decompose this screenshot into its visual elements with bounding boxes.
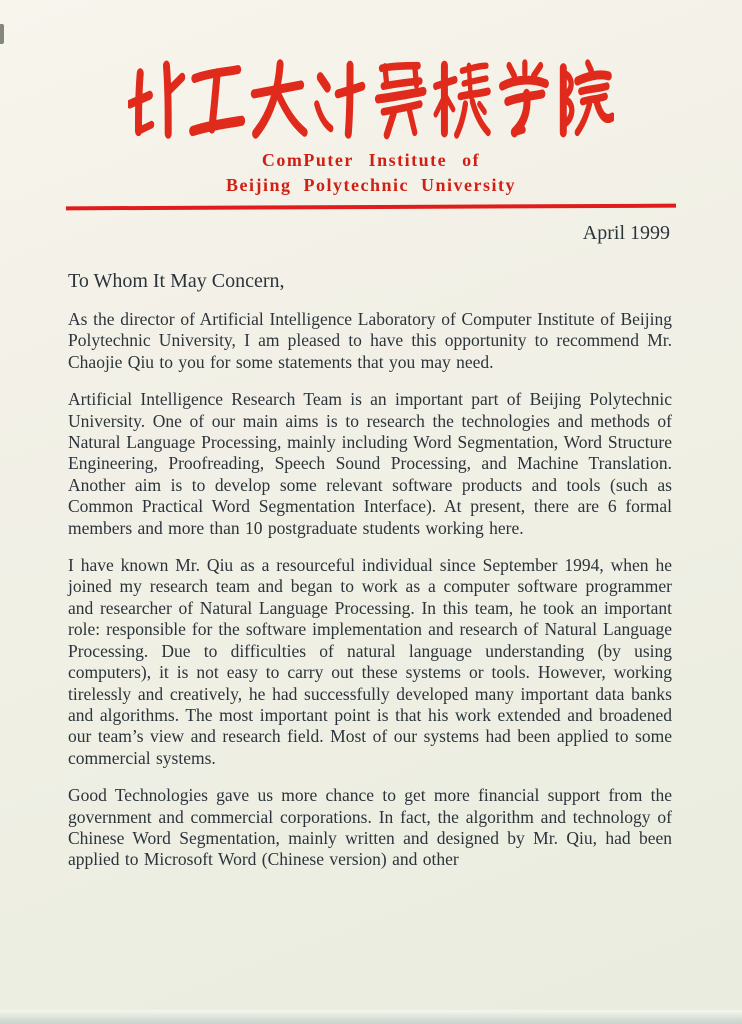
letterhead xyxy=(0,0,742,209)
calligraphy-title xyxy=(128,58,614,140)
letterhead-divider-rule xyxy=(66,204,676,211)
institute-name-line1: ComPuter Institute of xyxy=(261,150,481,170)
salutation: To Whom It May Concern, xyxy=(68,270,285,292)
letter-paragraph-4: Good Technologies gave us more chance to get more financial support from the government and commercial corporations. In fact, the algorithm and technology of Chinese Word Segmentation, mainly written and designed by Mr. Qiu, had been applied to Microsoft Word (Chinese version) and other xyxy=(68,785,672,870)
letter-paragraph-1: As the director of Artificial Intelligence Laboratory of Computer Institute of Beijing Polytechnic University, I am pleased to have this opportunity to recommend Mr. Chaojie Qiu to you for some statements that you may need. xyxy=(68,309,672,372)
institute-name-line2: Beijing Polytechnic University xyxy=(226,175,516,195)
letter-paragraph-3: I have known Mr. Qiu as a resourceful individual since September 1994, when he joined my research team and began to work as a computer software programmer and researcher of Natural Language Processing. In this team, he took an important role: responsible for the software implementation and research of Natural Language Processing. Due to difficulties of natural language understanding (by using computers), it is not easy to carry out these systems or tools. However, working tirelessly and creatively, he had successfully developed many important data banks and algorithms. The most important point is that his work extended and broadened our team’s view and research field. Most of our systems had been applied to some commercial systems. xyxy=(68,555,672,768)
letter-paragraph-2: Artificial Intelligence Research Team is an important part of Beijing Polytechnic University. One of our main aims is to research the technologies and methods of Natural Language Processing, mainly including Word Segmentation, Word Structure Engineering, Proofreading, Speech Sound Processing, and Machine Translation. Another aim is to develop some relevant software products and tools (such as Common Practical Word Segmentation Interface). At present, there are 6 formal members and more than 10 postgraduate students working here. xyxy=(68,389,672,538)
scan-bottom-band xyxy=(0,1010,742,1024)
scan-edge-artifact xyxy=(0,24,4,44)
calligraphy-text xyxy=(371,140,372,141)
letter-date: April 1999 xyxy=(582,222,670,244)
calligraphy-strokes-svg xyxy=(128,58,614,140)
